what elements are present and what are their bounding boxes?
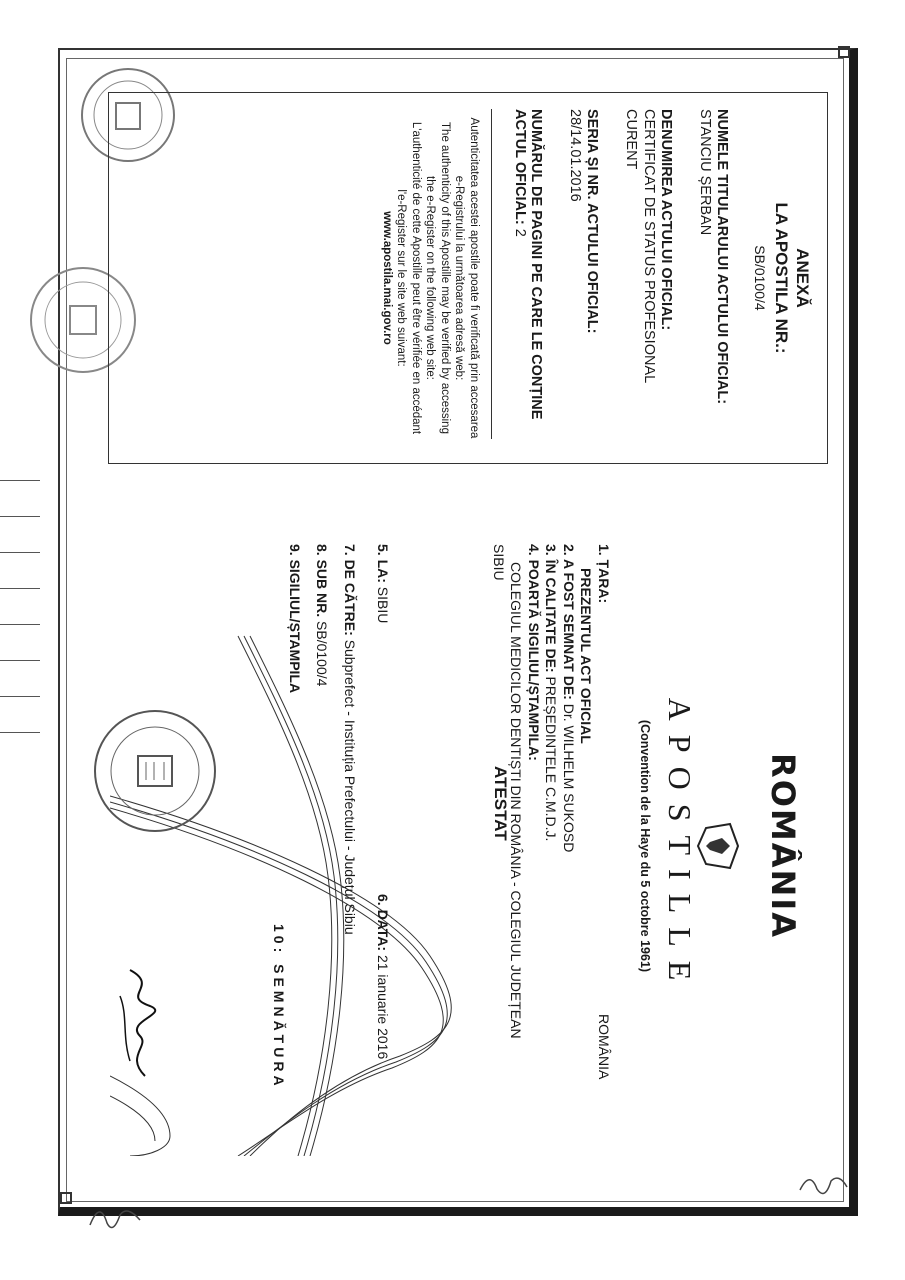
apostille-items	[271, 544, 613, 1154]
item-value: ROMÂNIA	[596, 1014, 612, 1080]
holder-value: STANCIU ȘERBAN	[697, 109, 713, 236]
item-by	[341, 544, 359, 1154]
holder-label: NUMELE TITULARULUI ACTULUI OFICIAL:	[714, 109, 730, 405]
item-label: 6. DATA:	[375, 894, 392, 952]
item-value: SIBIU	[491, 544, 507, 581]
prefecture-stamp-icon	[90, 706, 220, 836]
item-label: 8. SUB NR.	[314, 544, 331, 618]
item-signed-by	[560, 544, 578, 1154]
item-value: SB/0100/4	[314, 621, 331, 687]
item-value: PREȘEDINTELE C.M.D.J.	[543, 676, 560, 842]
item-label: 4. POARTĂ SIGILIUL/ȘTAMPILA:	[526, 544, 542, 761]
annex-title	[771, 109, 813, 447]
apostille-panel	[110, 536, 810, 1156]
item-capacity	[542, 544, 560, 1154]
item-label: 2. A FOST SEMNAT DE:	[561, 544, 577, 700]
coat-of-arms-icon	[696, 818, 740, 874]
annex-title-line: LA APOSTILA NR.:	[772, 202, 791, 354]
apostille-title: APOSTILLE	[662, 697, 698, 995]
document-name-value: CERTIFICAT DE STATUS PROFESIONAL	[641, 109, 657, 384]
divider	[491, 109, 492, 439]
item-label: 7. DE CĂTRE:	[342, 544, 358, 636]
rotated-document-content	[80, 70, 840, 1170]
item-value: Subprefect - Instituția Prefectului - Județul Sibiu	[342, 639, 358, 935]
country-header	[764, 536, 802, 1156]
annex-panel	[108, 92, 828, 464]
verification-text-ro: Autenticitatea acestei apostile poate fi verificată prin accesarea	[468, 117, 480, 439]
item-label: 10: SEMNĂTURA	[271, 924, 287, 1090]
frame-corner-ornament	[838, 46, 850, 58]
verification-text-en: The authenticity of this Apostille may be verified by accessing	[439, 122, 451, 434]
item-label: 3. ÎN CALITATE DE:	[543, 544, 560, 673]
item-seal-of	[525, 544, 543, 1154]
item-place-date	[374, 544, 392, 1154]
pages-label-line: ACTUL OFICIAL:	[512, 109, 528, 225]
item-value: 21 ianuarie 2016	[375, 954, 392, 1060]
series-value: 28/14.01.2016	[567, 109, 583, 202]
item-country	[595, 544, 613, 1154]
pages-label	[512, 109, 544, 447]
verification-text-fr: L'authenticité de cette Apostille peut être vérifiée en accédant	[410, 121, 422, 435]
verification-note	[380, 109, 482, 447]
document-name-label: DENUMIREA ACTULUI OFICIAL:	[658, 109, 674, 331]
scan-margin-marks	[0, 480, 48, 768]
handwritten-page-note-icon	[795, 1165, 850, 1205]
item-value: Dr. WILHELM SUKOSD	[561, 703, 577, 853]
verification-url[interactable]: www.apostila.mai.gov.ro	[381, 211, 393, 345]
pages-label-line: NUMĂRUL DE PAGINI PE CARE LE CONȚINE	[528, 109, 544, 420]
handwritten-signature-icon	[110, 966, 170, 1086]
atestat-heading: ATESTAT	[491, 766, 510, 841]
item-label: 5. LA:	[375, 544, 392, 583]
handwritten-page-note-icon	[85, 1195, 145, 1240]
document-name-value: CURENT	[623, 109, 639, 170]
verification-text-fr: l'e-Register sur le site web suivant:	[395, 189, 408, 367]
item-label: PREZENTUL ACT OFICIAL	[578, 568, 595, 744]
annex-apostille-number: SB/0100/4	[752, 245, 768, 311]
series-label: SERIA ȘI NR. ACTULUI OFICIAL:	[584, 109, 600, 334]
item-label: 9. SIGILIUL/ȘTAMPILA	[287, 544, 303, 694]
item-seal-of-value	[507, 544, 525, 1154]
annex-title-line: ANEXĂ	[793, 248, 812, 308]
item-seal-signature	[271, 544, 304, 1154]
item-seal-of-value	[490, 544, 508, 1154]
verification-text-en: the e-Register on the following web site:	[424, 176, 437, 380]
country-header-text: ROMÂNIA	[764, 753, 802, 939]
item-number	[313, 544, 331, 1154]
item-present-act	[577, 544, 595, 1154]
verification-text-ro: e-Registrului la următoarea adresă web:	[453, 175, 466, 381]
item-label: 1. ȚARA:	[596, 544, 612, 604]
convention-subtitle: (Convention de la Haye du 5 octobre 1961)	[638, 719, 652, 973]
item-value: COLEGIUL MEDICILOR DENTIȘTI DIN ROMÂNIA - COLEGIUL JUDEȚEAN	[508, 562, 525, 1039]
item-value: SIBIU	[375, 586, 392, 624]
pages-value: 2	[512, 228, 528, 237]
frame-corner-ornament	[60, 1192, 72, 1204]
